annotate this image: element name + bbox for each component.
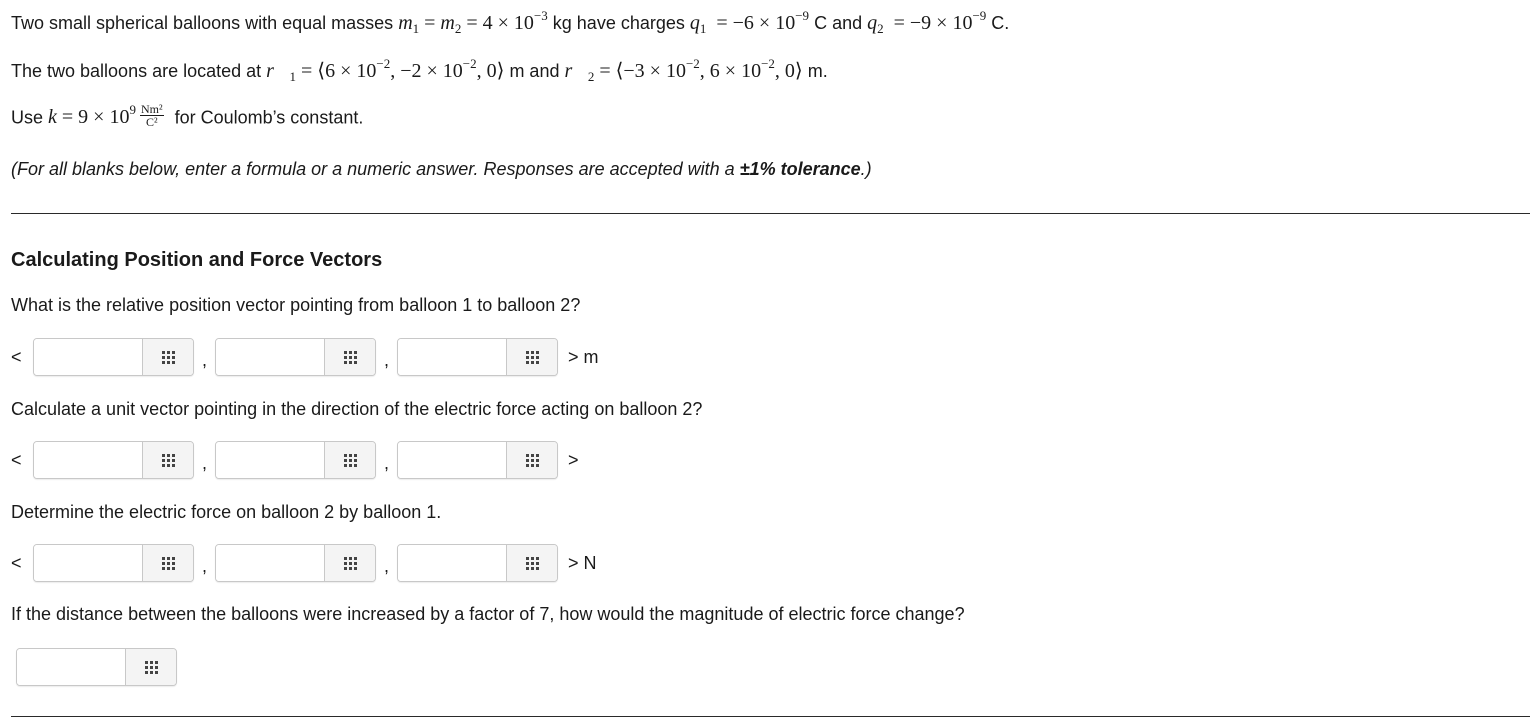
separator: , xyxy=(383,349,389,370)
answer-input-q4[interactable] xyxy=(17,649,125,685)
q2-formula: $q_2 = -9 \times 10^{-9}$ xyxy=(867,8,987,36)
question-2-text: Calculate a unit vector pointing in the direction of the electric force acting on balloon 2? xyxy=(11,399,703,419)
separator: , xyxy=(383,555,389,576)
vector-close-bracket: > xyxy=(568,449,579,470)
intro-text: m. xyxy=(802,61,828,81)
answer-input-q3-y[interactable] xyxy=(216,545,324,581)
question-2-answer-row xyxy=(11,440,579,480)
grid-icon xyxy=(162,454,175,467)
equation-editor-button[interactable] xyxy=(142,545,193,581)
separator: , xyxy=(201,452,207,473)
answer-box xyxy=(215,441,376,479)
answer-box xyxy=(16,648,177,686)
answer-box xyxy=(215,544,376,582)
grid-icon xyxy=(145,661,158,674)
grid-icon xyxy=(344,454,357,467)
grid-icon xyxy=(162,557,175,570)
answer-box xyxy=(33,338,194,376)
intro-text: Two small spherical balloons with equal masses xyxy=(11,13,399,33)
intro-text: kg have charges xyxy=(547,13,690,33)
divider xyxy=(11,213,1530,214)
vector-open-bracket: < xyxy=(11,552,22,573)
answer-input-q1-z[interactable] xyxy=(398,339,506,375)
equation-editor-button[interactable] xyxy=(506,545,557,581)
vector-open-bracket: < xyxy=(11,346,22,367)
intro-text: The two balloons are located at xyxy=(11,61,267,81)
grid-icon xyxy=(344,351,357,364)
intro-line-masses-charges xyxy=(11,8,1010,36)
equation-editor-button[interactable] xyxy=(506,339,557,375)
intro-text: C. xyxy=(986,13,1010,33)
equation-editor-button[interactable] xyxy=(125,649,176,685)
answer-box xyxy=(215,338,376,376)
equation-editor-button[interactable] xyxy=(324,339,375,375)
question-4-text: If the distance between the balloons were increased by a factor of 7, how would the magnitude of electric force change? xyxy=(11,604,965,624)
answer-input-q3-z[interactable] xyxy=(398,545,506,581)
answer-box xyxy=(397,544,558,582)
tolerance-note: (For all blanks below, enter a formula or a numeric answer. Responses are accepted with a ±1% tolerance.) xyxy=(11,159,872,179)
answer-box xyxy=(397,338,558,376)
equation-editor-button[interactable] xyxy=(506,442,557,478)
answer-input-q2-z[interactable] xyxy=(398,442,506,478)
answer-box xyxy=(397,441,558,479)
separator: , xyxy=(383,452,389,473)
tolerance-value: ±1% tolerance xyxy=(739,159,861,179)
equation-editor-button[interactable] xyxy=(142,442,193,478)
divider xyxy=(11,716,1530,717)
grid-icon xyxy=(526,351,539,364)
equation-editor-button[interactable] xyxy=(324,442,375,478)
separator: , xyxy=(201,555,207,576)
equation-editor-button[interactable] xyxy=(142,339,193,375)
k-units-fraction: $\frac{\text{Nm²}}{\text{C²}}$ xyxy=(140,102,163,129)
intro-text: Use xyxy=(11,107,49,128)
vector-close-unit: > N xyxy=(568,552,597,573)
intro-text: C and xyxy=(809,13,868,33)
k-formula: $k = 9 \times 10^9$ xyxy=(48,102,136,129)
r1-formula: $r⃗_1$ = ⟨6 × $10^{-2}$, $-2 \times 10^{-2}$, 0⟩ xyxy=(266,56,505,84)
answer-input-q2-y[interactable] xyxy=(216,442,324,478)
q1-formula: $q_1 = -6 \times 10^{-9}$ xyxy=(689,8,810,36)
answer-input-q2-x[interactable] xyxy=(34,442,142,478)
question-3-answer-row xyxy=(11,543,597,583)
answer-box xyxy=(33,441,194,479)
grid-icon xyxy=(526,454,539,467)
answer-input-q3-x[interactable] xyxy=(34,545,142,581)
section-title: Calculating Position and Force Vectors xyxy=(11,249,383,271)
answer-box xyxy=(33,544,194,582)
r2-formula: $r⃗_2$ = ⟨−3 × $10^{-2}$, $6 \times 10^{-2}$, 0⟩ xyxy=(564,56,803,84)
intro-text: for Coulomb’s constant. xyxy=(169,107,364,128)
separator: , xyxy=(201,349,207,370)
question-1-answer-row xyxy=(11,337,599,377)
intro-line-coulomb xyxy=(11,102,364,131)
answer-input-q1-y[interactable] xyxy=(216,339,324,375)
question-4-answer-row xyxy=(16,647,177,687)
question-3-text: Determine the electric force on balloon 2 by balloon 1. xyxy=(11,502,442,522)
vector-close-unit: > m xyxy=(568,346,599,367)
mass-formula: $m_1 = m_2 = 4 \times 10^{-3}$ xyxy=(398,8,548,36)
intro-text: m and xyxy=(504,61,565,81)
grid-icon xyxy=(526,557,539,570)
grid-icon xyxy=(162,351,175,364)
intro-line-positions xyxy=(11,58,828,83)
grid-icon xyxy=(344,557,357,570)
answer-input-q1-x[interactable] xyxy=(34,339,142,375)
question-1-text: What is the relative position vector pointing from balloon 1 to balloon 2? xyxy=(11,295,581,315)
vector-open-bracket: < xyxy=(11,449,22,470)
equation-editor-button[interactable] xyxy=(324,545,375,581)
